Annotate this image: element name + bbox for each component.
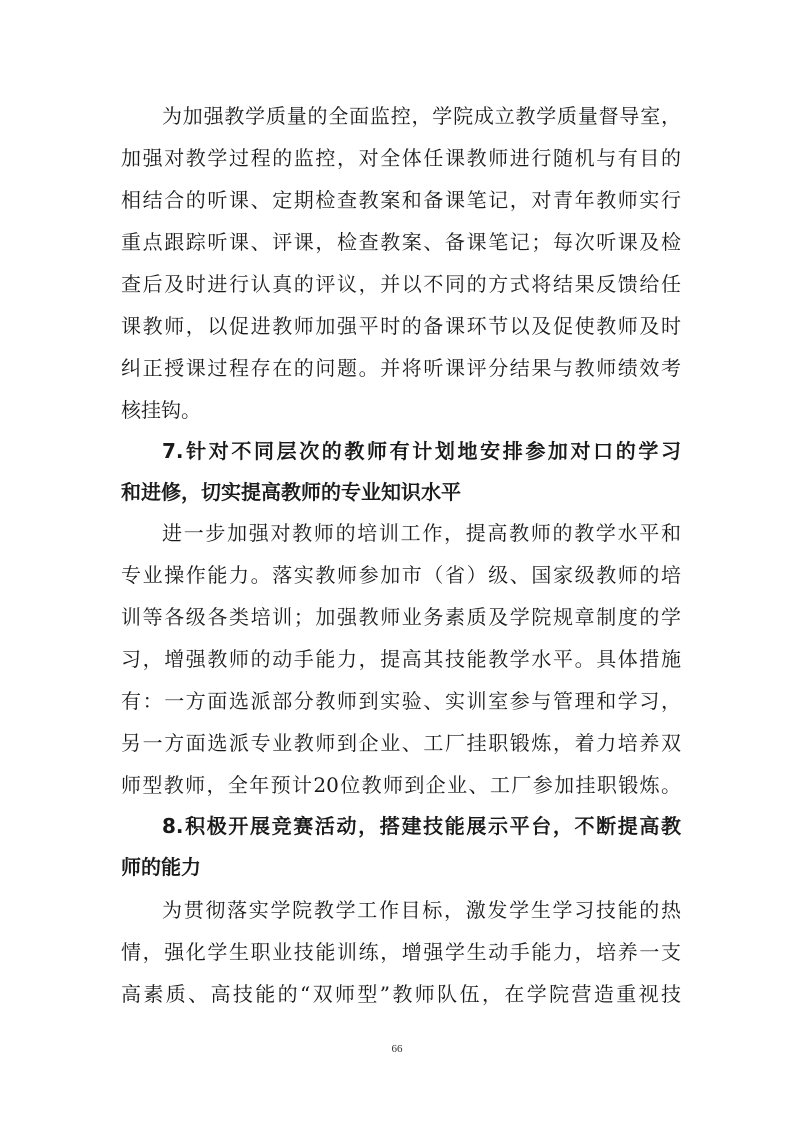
paragraph-line: 重点跟踪听课、评课，检查教案、备课笔记；每次听课及检: [121, 230, 681, 254]
heading-line: 7.针对不同层次的教师有计划地安排参加对口的学习: [162, 439, 681, 463]
paragraph-line: 师型教师，全年预计20位教师到企业、工厂参加挂职锻炼。: [121, 773, 681, 797]
heading-line: 8.积极开展竞赛活动，搭建技能展示平台，不断提高教: [162, 814, 681, 838]
heading-line: 师的能力: [121, 855, 201, 879]
paragraph-line: 专业操作能力。落实教师参加市（省）级、国家级教师的培: [121, 563, 681, 587]
paragraph-line: 有：一方面选派部分教师到实验、实训室参与管理和学习，: [121, 689, 681, 713]
paragraph-line: 为贯彻落实学院教学工作目标，激发学生学习技能的热: [162, 898, 681, 922]
paragraph-line: 习，增强教师的动手能力，提高其技能教学水平。具体措施: [121, 647, 681, 671]
paragraph-line: 进一步加强对教师的培训工作，提高教师的教学水平和: [162, 521, 681, 545]
paragraph-line: 核挂钩。: [121, 398, 201, 422]
paragraph-line: 查后及时进行认真的评议，并以不同的方式将结果反馈给任: [121, 272, 681, 296]
paragraph-line: 纠正授课过程存在的问题。并将听课评分结果与教师绩效考: [121, 356, 681, 380]
paragraph-line: 情，强化学生职业技能训练，增强学生动手能力，培养一支: [121, 940, 681, 964]
paragraph-line: 相结合的听课、定期检查教案和备课笔记，对青年教师实行: [121, 188, 681, 212]
paragraph-line: 另一方面选派专业教师到企业、工厂挂职锻炼，着力培养双: [121, 731, 681, 755]
paragraph-line: 课教师，以促进教师加强平时的备课环节以及促使教师及时: [121, 314, 681, 338]
paragraph-line: 为加强教学质量的全面监控，学院成立教学质量督导室，: [162, 104, 681, 128]
page-number: 66: [391, 1043, 403, 1055]
paragraph-line: 加强对教学过程的监控，对全体任课教师进行随机与有目的: [121, 146, 681, 170]
heading-line: 和进修，切实提高教师的专业知识水平: [121, 480, 461, 504]
paragraph-line: 高素质、高技能的“双师型”教师队伍，在学院营造重视技: [121, 982, 681, 1006]
paragraph-line: 训等各级各类培训；加强教师业务素质及学院规章制度的学: [121, 605, 681, 629]
